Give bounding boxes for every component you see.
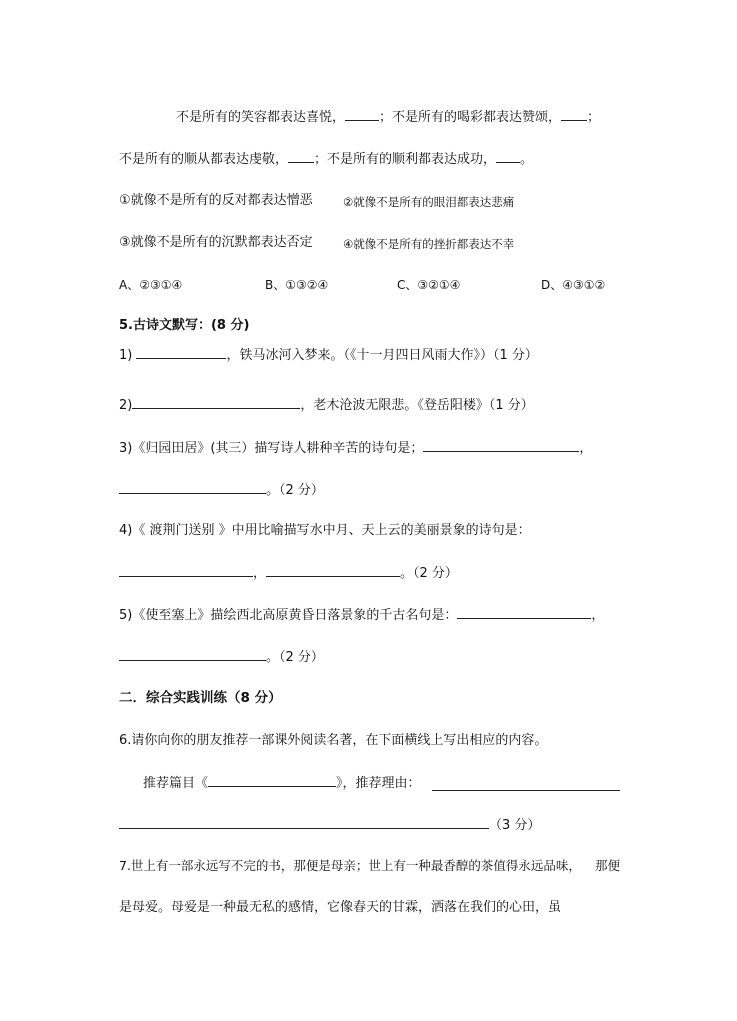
q6-title-label: 推荐篇目《 bbox=[143, 776, 209, 791]
blank bbox=[136, 346, 226, 359]
blank bbox=[423, 439, 579, 452]
blank bbox=[208, 774, 336, 787]
blank bbox=[119, 816, 489, 829]
q5-line3-comma: ， bbox=[579, 441, 593, 456]
blank bbox=[119, 648, 266, 661]
q4-sentence-line-1 bbox=[176, 108, 600, 127]
q4-line2-part-b: ；不是所有的顺利都表达成功， bbox=[314, 152, 497, 167]
q5-line-3 bbox=[119, 439, 592, 458]
q4-line1-part-c: ； bbox=[587, 110, 601, 125]
q5-line3-score: 。（2 分） bbox=[266, 483, 324, 498]
section-2-heading: 二．综合实践训练（8 分） bbox=[119, 690, 282, 706]
q4-option-d: D、④③①② bbox=[541, 278, 606, 292]
q5-line-2 bbox=[119, 396, 534, 415]
q5-line-5-cont bbox=[119, 648, 324, 667]
q5-line5-comma: ， bbox=[591, 608, 605, 623]
q4-item-4: ④就像不是所有的挫折都表达不幸 bbox=[343, 237, 515, 251]
q4-line2-part-a: 不是所有的顺从都表达虔敬， bbox=[119, 152, 289, 167]
q4-item-1: ①就像不是所有的反对都表达憎恶 bbox=[119, 193, 313, 208]
q7-line-1 bbox=[119, 857, 620, 875]
q4-item-2: ②就像不是所有的眼泪都表达悲痛 bbox=[343, 195, 515, 209]
q4-option-c: C、③②①④ bbox=[397, 278, 461, 292]
q6-recommend-line bbox=[143, 774, 421, 793]
blank bbox=[345, 108, 379, 121]
blank bbox=[288, 150, 314, 163]
blank bbox=[266, 564, 400, 577]
q5-line1-text: ，铁马冰河入梦来。（《十一月四日风雨大作》）（1 分） bbox=[226, 348, 538, 363]
q4-sentence-line-2 bbox=[119, 150, 533, 169]
q7-line1-text: 7.世上有一部永远写不完的书，那便是母亲；世上有一种最香醇的茶值得永远品味， bbox=[119, 858, 581, 873]
q5-line2-text: ，老木沧波无限悲。《登岳阳楼》（1 分） bbox=[300, 398, 534, 413]
q4-option-a: A、②③①④ bbox=[119, 278, 183, 292]
q6-reason-blank bbox=[432, 778, 620, 791]
q5-line3-text: 3)《归园田居》(其三）描写诗人耕种辛苦的诗句是； bbox=[119, 441, 424, 456]
blank bbox=[561, 108, 587, 121]
blank bbox=[457, 606, 591, 619]
blank bbox=[132, 396, 300, 409]
q6-prompt: 6.请你向你的朋友推荐一部课外阅读名著，在下面横线上写出相应的内容。 bbox=[119, 733, 548, 748]
q5-line5-text: 5)《使至塞上》描绘西北高原黄昏日落景象的千古名句是： bbox=[119, 608, 458, 623]
q5-line-4-cont bbox=[119, 564, 458, 583]
blank bbox=[119, 564, 253, 577]
q6-reason-label: 》，推荐理由： bbox=[336, 776, 421, 791]
q5-line-3-cont bbox=[119, 481, 324, 500]
q4-line1-part-a: 不是所有的笑容都表达喜悦， bbox=[176, 110, 346, 125]
q4-option-b: B、①③②④ bbox=[265, 278, 329, 292]
q6-score: （3 分） bbox=[489, 818, 541, 833]
q5-line4-score: 。（2 分） bbox=[400, 566, 458, 581]
q6-reason-line-2 bbox=[119, 816, 540, 835]
q5-line2-num: 2) bbox=[119, 398, 133, 413]
q7-line-2: 是母爱。母爱是一种最无私的感情，它像春天的甘霖，洒落在我们的心田，虽 bbox=[119, 900, 562, 915]
q5-line-4: 4)《 渡荆门送别 》中用比喻描写水中月、天上云的美丽景象的诗句是： bbox=[119, 523, 531, 538]
q5-line-5 bbox=[119, 606, 604, 625]
q5-line1-num: 1) bbox=[119, 348, 133, 363]
blank bbox=[119, 481, 266, 494]
q5-heading: 5.古诗文默写：(8 分) bbox=[119, 318, 250, 333]
q4-line2-part-c: 。 bbox=[520, 152, 534, 167]
q5-line5-score: 。（2 分） bbox=[266, 650, 324, 665]
q4-item-3: ③就像不是所有的沉默都表达否定 bbox=[119, 235, 313, 250]
blank bbox=[496, 150, 520, 163]
q7-line1-tail: 那便 bbox=[594, 858, 620, 873]
q5-line-1 bbox=[119, 346, 538, 365]
q4-line1-part-b: ；不是所有的喝彩都表达赞颂， bbox=[379, 110, 562, 125]
q5-line4-comma: ， bbox=[253, 566, 267, 581]
